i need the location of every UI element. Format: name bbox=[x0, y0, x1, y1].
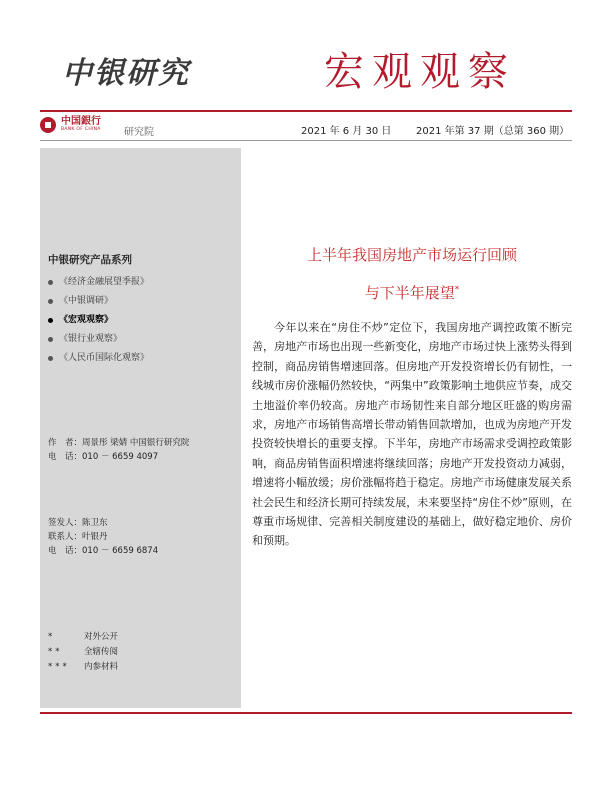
contact-name: 叶银丹 bbox=[82, 532, 108, 542]
confidentiality-stars: * bbox=[48, 632, 56, 642]
bank-name-en: BANK OF CHINA bbox=[61, 127, 101, 132]
author-names: 周景彤 梁婧 中国银行研究院 bbox=[82, 438, 190, 448]
confidentiality-stars: *** bbox=[48, 662, 70, 672]
product-item: 《人民币国际化观察》 bbox=[48, 349, 149, 368]
issue-number: 2021 年第 37 期（总第 360 期） bbox=[416, 126, 570, 137]
confidentiality-row bbox=[48, 630, 118, 645]
contact-phone: 010 － 6659 6874 bbox=[82, 546, 159, 556]
bullet-icon bbox=[48, 299, 53, 304]
confidentiality-label: 全辖传阅 bbox=[84, 647, 119, 657]
brand-script-logo: 中银研究 bbox=[62, 56, 190, 91]
sidebar-panel bbox=[40, 148, 241, 708]
approval-info bbox=[48, 516, 158, 558]
confidentiality-row bbox=[48, 660, 118, 675]
bullet-icon bbox=[48, 318, 53, 323]
header-rule bbox=[40, 110, 572, 112]
product-item-current: 《宏观观察》 bbox=[48, 311, 149, 330]
confidentiality-label: 内参材料 bbox=[84, 662, 119, 672]
title-footnote-mark: * bbox=[454, 285, 460, 295]
institute-label: 研究院 bbox=[124, 127, 154, 138]
product-item: 《经济金融展望季报》 bbox=[48, 273, 149, 292]
confidentiality-legend bbox=[48, 630, 118, 675]
bullet-icon bbox=[48, 337, 53, 342]
contact-phone-label: 电 话： bbox=[48, 546, 83, 556]
confidentiality-label: 对外公开 bbox=[84, 632, 119, 642]
abstract-paragraph: 今年以来在“房住不炒”定位下，我国房地产调控政策不断完善，房地产市场也出现一些新变化，房地产市场过快上涨势头得到控制，商品房销售增速回落。但房地产开发投资增长仍有韧性，一线城市房价涨幅仍然较快，“两集中”政策影响土地供应节奏，成交土地溢价率仍较高。房地产市场韧性来自部分地区旺盛的购房需求，房地产市场销售高增长带动销售回款增加，也成为房地产开发投资较快增长的重要支撑。下半年，房地产市场需求受调控政策影响，商品房销售面积增速将继续回落；房地产开发投资动力减弱，增速将小幅放缓；房价涨幅将趋于稳定。房地产市场健康发展关系社会民生和经济长期可持续发展，未来要坚持“房住不炒”原则，在尊重市场规律、完善相关制度建设的基础上，做好稳定地价、房价和预期。 bbox=[252, 321, 572, 548]
product-series-heading: 中银研究产品系列 bbox=[48, 254, 132, 266]
confidentiality-row bbox=[48, 645, 118, 660]
author-info bbox=[48, 436, 189, 464]
bank-name-cn: 中国銀行 bbox=[61, 116, 101, 127]
report-title-line2 bbox=[252, 282, 572, 303]
product-series-list bbox=[48, 273, 149, 368]
bank-logo-text bbox=[61, 117, 101, 133]
bank-of-china-emblem-icon bbox=[40, 117, 56, 133]
product-item: 《银行业观察》 bbox=[48, 330, 149, 349]
footer-rule bbox=[40, 712, 572, 714]
header-divider bbox=[40, 140, 572, 141]
bullet-icon bbox=[48, 356, 53, 361]
author-phone: 010 － 6659 4097 bbox=[82, 452, 159, 462]
author-label: 作 者： bbox=[48, 438, 83, 448]
report-title-text: 与下半年展望 bbox=[364, 284, 455, 302]
bank-of-china-logo bbox=[40, 117, 101, 133]
author-phone-label: 电 话： bbox=[48, 452, 83, 462]
bullet-icon bbox=[48, 280, 53, 285]
signer-name: 陈卫东 bbox=[82, 518, 108, 528]
publication-date: 2021 年 6 月 30 日 bbox=[301, 126, 392, 137]
series-title: 宏观观察 bbox=[324, 49, 516, 95]
product-item: 《中银调研》 bbox=[48, 292, 149, 311]
contact-label: 联系人： bbox=[48, 532, 83, 542]
signer-label: 签发人： bbox=[48, 518, 83, 528]
confidentiality-stars: ** bbox=[48, 647, 63, 657]
report-title-line1: 上半年我国房地产市场运行回顾 bbox=[306, 246, 517, 264]
